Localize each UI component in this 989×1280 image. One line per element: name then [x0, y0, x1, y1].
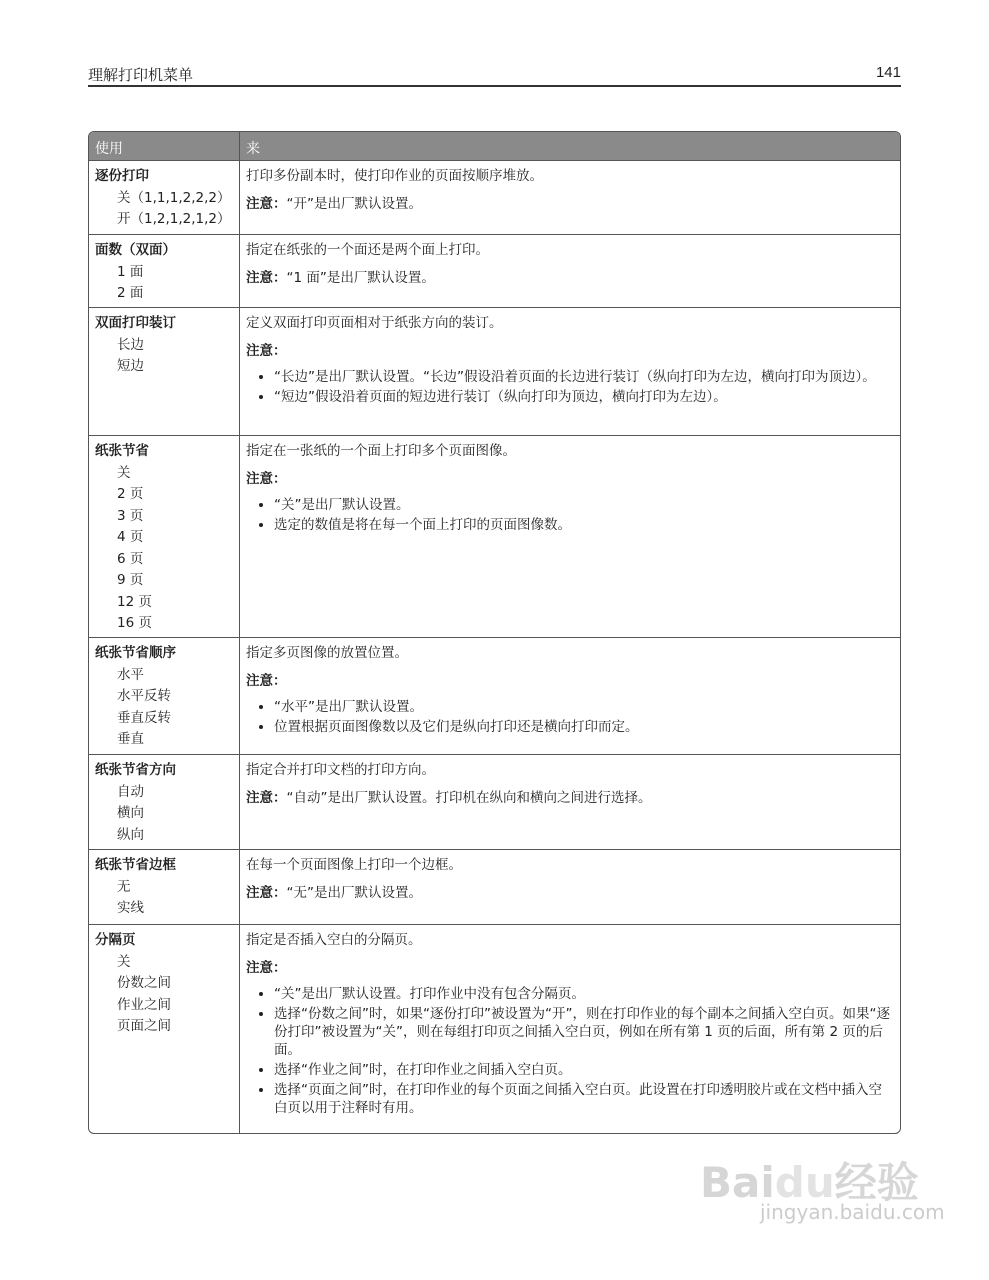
table-row	[89, 160, 900, 234]
column-header-purpose: 来	[246, 141, 260, 157]
note	[246, 341, 894, 363]
setting-option: 长边	[117, 336, 144, 353]
watermark-url: jingyan.baidu.com	[760, 1200, 945, 1224]
page-number: 141	[875, 64, 901, 81]
note-bullet: • 选择“作业之间”时，在打印作业之间插入空白页。	[274, 1061, 894, 1079]
description-cell	[240, 755, 900, 849]
note-label: 注意：	[246, 470, 287, 487]
table-row	[89, 435, 900, 637]
setting-cell	[89, 436, 240, 637]
note-list	[246, 985, 894, 1117]
setting-name: 纸张节省方向	[95, 762, 176, 778]
setting-option: 横向	[117, 805, 144, 821]
note-bullet: • 选择“页面之间”时，在打印作业的每个页面之间插入空白页。此设置在打印透明胶片或在文档中插入空白页以用于注释时有用。	[274, 1081, 894, 1117]
running-header-title: 理解打印机菜单	[88, 66, 194, 84]
setting-description: 指定在一张纸的一个面上打印多个页面图像。	[246, 443, 516, 459]
note-label: 注意：	[246, 884, 287, 901]
setting-option: 2 面	[117, 285, 144, 301]
setting-name: 纸张节省	[95, 443, 149, 459]
setting-description: 定义双面打印页面相对于纸张方向的装订。	[246, 315, 503, 331]
watermark-logo: Baidu经验	[700, 1158, 919, 1207]
setting-description: 在每一个页面图像上打印一个边框。	[246, 857, 462, 873]
note	[246, 958, 894, 980]
description-cell	[240, 161, 900, 234]
header-divider	[88, 85, 901, 87]
description-cell	[240, 850, 900, 924]
setting-option: 页面之间	[117, 1018, 171, 1034]
note-text: “自动”是出厂默认设置。打印机在纵向和横向之间进行选择。	[286, 789, 652, 806]
setting-option: 垂直反转	[117, 709, 171, 726]
setting-cell	[89, 308, 240, 435]
note-text: “无”是出厂默认设置。	[286, 884, 422, 901]
table-row	[89, 924, 900, 1133]
note	[246, 883, 894, 905]
setting-option: 开（1,2,1,2,1,2）	[117, 211, 231, 227]
note-label: 注意：	[246, 342, 287, 359]
setting-option: 1 面	[117, 263, 144, 280]
note-label: 注意：	[246, 195, 287, 212]
setting-option: 3 页	[117, 507, 144, 524]
description-cell	[240, 235, 900, 307]
setting-option: 作业之间	[117, 996, 171, 1013]
setting-option: 4 页	[117, 529, 144, 545]
note	[246, 268, 894, 290]
note	[246, 671, 894, 693]
note-label: 注意：	[246, 789, 287, 806]
table-row	[89, 849, 900, 924]
setting-option: 2 页	[117, 486, 144, 502]
setting-cell	[89, 638, 240, 754]
note-bullet: • “短边”假设沿着页面的短边进行装订（纵向打印为顶边，横向打印为左边）。	[274, 388, 894, 406]
setting-option: 短边	[117, 358, 144, 374]
note-text: “1 面”是出厂默认设置。	[286, 269, 435, 286]
setting-option: 16 页	[117, 615, 152, 631]
setting-option: 自动	[117, 783, 144, 800]
setting-cell	[89, 235, 240, 307]
note-bullet: • 选定的数值是将在每一个面上打印的页面图像数。	[274, 516, 894, 534]
setting-option: 6 页	[117, 550, 144, 567]
setting-cell	[89, 161, 240, 234]
note-bullet: • “水平”是出厂默认设置。	[274, 698, 894, 716]
description-cell	[240, 638, 900, 754]
setting-cell	[89, 925, 240, 1133]
description-cell	[240, 308, 900, 435]
description-cell	[240, 436, 900, 637]
setting-option: 垂直	[117, 731, 144, 747]
setting-option: 12 页	[117, 593, 152, 610]
setting-name: 双面打印装订	[95, 315, 176, 331]
setting-description: 指定是否插入空白的分隔页。	[246, 932, 422, 948]
setting-cell	[89, 755, 240, 849]
setting-description: 指定合并打印文档的打印方向。	[246, 762, 435, 778]
setting-option: 实线	[117, 900, 144, 916]
setting-name: 逐份打印	[95, 168, 149, 184]
setting-option: 关	[117, 464, 131, 481]
table-row	[89, 234, 900, 307]
setting-option: 份数之间	[117, 975, 171, 991]
note	[246, 194, 894, 216]
table-row	[89, 307, 900, 435]
setting-description: 打印多份副本时，使打印作业的页面按顺序堆放。	[246, 168, 543, 184]
note-label: 注意：	[246, 269, 287, 286]
setting-description: 指定多页图像的放置位置。	[246, 645, 408, 661]
setting-option: 无	[117, 878, 131, 895]
setting-option: 关（1,1,1,2,2,2）	[117, 189, 231, 206]
setting-option: 纵向	[117, 826, 144, 843]
note	[246, 788, 894, 810]
setting-name: 分隔页	[95, 932, 136, 948]
setting-name: 面数（双面）	[95, 242, 176, 258]
table-row	[89, 637, 900, 754]
setting-option: 水平反转	[117, 688, 171, 704]
setting-name: 纸张节省顺序	[95, 645, 176, 661]
note-bullet: • “关”是出厂默认设置。打印作业中没有包含分隔页。	[274, 985, 894, 1003]
setting-name: 纸张节省边框	[95, 857, 176, 873]
note-list	[246, 368, 894, 406]
setting-option: 水平	[117, 666, 144, 683]
menu-table	[88, 131, 901, 1134]
note-list	[246, 698, 894, 736]
note-text: “开”是出厂默认设置。	[286, 195, 422, 212]
note-label: 注意：	[246, 672, 287, 689]
note-bullet: • “长边”是出厂默认设置。“长边”假设沿着页面的长边进行装订（纵向打印为左边，横向打印为顶边）。	[274, 368, 894, 386]
table-row	[89, 754, 900, 849]
setting-description: 指定在纸张的一个面还是两个面上打印。	[246, 242, 489, 258]
setting-option: 关	[117, 953, 131, 970]
note-list	[246, 496, 894, 534]
note-bullet: • 选择“份数之间”时，如果“逐份打印”被设置为“开”，则在打印作业的每个副本之间插入空白页。如果“逐份打印”被设置为“关”，则在每组打印页之间插入空白页，例如在所有第 1 页的后面，所有第 2 页的后面。	[274, 1005, 894, 1059]
description-cell	[240, 925, 900, 1133]
setting-cell	[89, 850, 240, 924]
column-header-use: 使用	[89, 132, 240, 160]
note-bullet: • “关”是出厂默认设置。	[274, 496, 894, 514]
note-label: 注意：	[246, 959, 287, 976]
note-bullet: • 位置根据页面图像数以及它们是纵向打印还是横向打印而定。	[274, 718, 894, 736]
setting-option: 9 页	[117, 572, 144, 588]
note	[246, 469, 894, 491]
table-header	[89, 132, 900, 160]
